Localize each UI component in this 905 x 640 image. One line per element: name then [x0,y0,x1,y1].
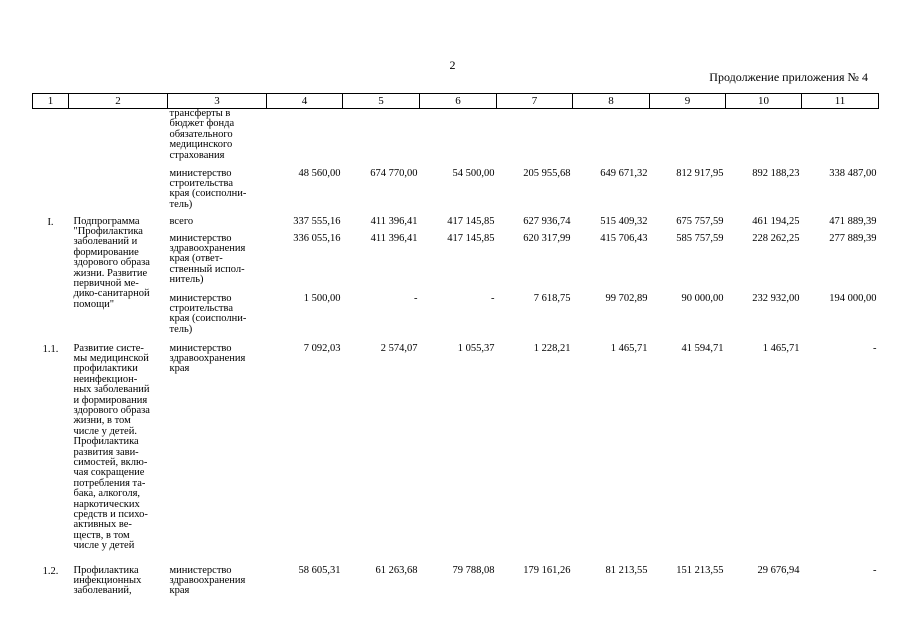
item-number: 1.1. [42,343,59,355]
value-cell: 228 262,25 [752,232,800,244]
value-cell: 627 936,74 [523,215,571,227]
column-header: 4 [267,94,343,109]
value-cell: 471 889,39 [829,215,877,227]
value-cell: 411 396,41 [370,215,418,227]
table-row [33,169,879,217]
column-header: 3 [168,94,267,109]
continuation-executor-text: трансферты в бюджет фонда обязательного медицинского страхования [169,108,235,161]
executor-cell: министерство строительства края (соисполни- тель) [169,292,247,335]
value-cell: 649 671,32 [600,167,648,179]
value-cell: 1 500,00 [303,292,341,304]
value-cell: 336 055,16 [293,232,341,244]
value-cell: - [414,292,418,304]
column-header: 9 [650,94,726,109]
value-cell: 277 889,39 [829,232,877,244]
value-cell: 90 000,00 [681,292,724,304]
item-name: Подпрограмма "Профилактика заболеваний и формирование здорового образа жизни. Развитие первичной ме- дико-санитарной помощи" [73,215,150,310]
value-cell: 812 917,95 [676,167,724,179]
value-cell: 61 263,68 [375,564,418,576]
value-cell: 7 618,75 [533,292,571,304]
executor-cell: всего [169,215,194,227]
column-header: 6 [420,94,497,109]
value-cell: 58 605,31 [298,564,341,576]
value-cell: 337 555,16 [293,215,341,227]
executor-cell: министерство строительства края (соисполни- тель) [169,167,247,210]
item-number: I. [47,216,54,228]
value-cell: 232 932,00 [752,292,800,304]
executor-cell: министерство здравоохранения края [169,342,246,375]
executor-cell: министерство здравоохранения края [169,564,246,597]
value-cell: 461 194,25 [752,215,800,227]
value-cell: 675 757,59 [676,215,724,227]
value-cell: 79 788,08 [452,564,495,576]
column-header: 1 [33,94,69,109]
value-cell: 81 213,55 [605,564,648,576]
value-cell: 7 092,03 [303,342,341,354]
value-cell: 338 487,00 [829,167,877,179]
value-cell: - [873,564,877,576]
column-header: 10 [726,94,802,109]
value-cell: 674 770,00 [370,167,418,179]
item-name: Развитие систе- мы медицинской профилактики неинфекцион- ных заболеваний и формирования здорового образа жизни, в том числе у детей. Профилактика развития зави- симостей, вклю- чая сокращение потребления та- бака, алкоголя, наркотических средств и психо- активных ве- ществ, в том числе у детей [73,342,150,552]
value-cell: 415 706,43 [600,232,648,244]
value-cell: 151 213,55 [676,564,724,576]
item-name: Профилактика инфекционных заболеваний, [73,564,142,597]
page-number: 2 [449,58,456,72]
value-cell: 194 000,00 [829,292,877,304]
value-cell: 205 955,68 [523,167,571,179]
value-cell: 515 409,32 [600,215,648,227]
value-cell: 1 465,71 [610,342,648,354]
value-cell: 41 594,71 [681,342,724,354]
value-cell: 411 396,41 [370,232,418,244]
value-cell: 179 161,26 [523,564,571,576]
appendix-continuation-title: Продолжение приложения № 4 [709,70,868,84]
column-number-row [33,94,879,109]
value-cell: 29 676,94 [757,564,800,576]
table-row [33,344,879,566]
column-header: 11 [802,94,879,109]
value-cell: 417 145,85 [447,232,495,244]
table-row [33,109,879,169]
budget-table [32,93,879,602]
value-cell: 417 145,85 [447,215,495,227]
value-cell: 1 465,71 [762,342,800,354]
item-number: 1.2. [42,565,59,577]
value-cell: - [873,342,877,354]
value-cell: 48 560,00 [298,167,341,179]
value-cell: 2 574,07 [380,342,418,354]
value-cell: 620 317,99 [523,232,571,244]
value-cell: 585 757,59 [676,232,724,244]
value-cell: - [491,292,495,304]
value-cell: 1 055,37 [457,342,495,354]
value-cell: 54 500,00 [452,167,495,179]
value-cell: 892 188,23 [752,167,800,179]
table-row [33,566,879,602]
column-header: 8 [573,94,650,109]
value-cell: 1 228,21 [533,342,571,354]
executor-cell: министерство здравоохранения края (ответ- ственный испол- нитель) [169,232,246,286]
column-header: 7 [497,94,573,109]
column-header: 2 [69,94,168,109]
table-row [33,217,879,234]
value-cell: 99 702,89 [605,292,648,304]
column-header: 5 [343,94,420,109]
